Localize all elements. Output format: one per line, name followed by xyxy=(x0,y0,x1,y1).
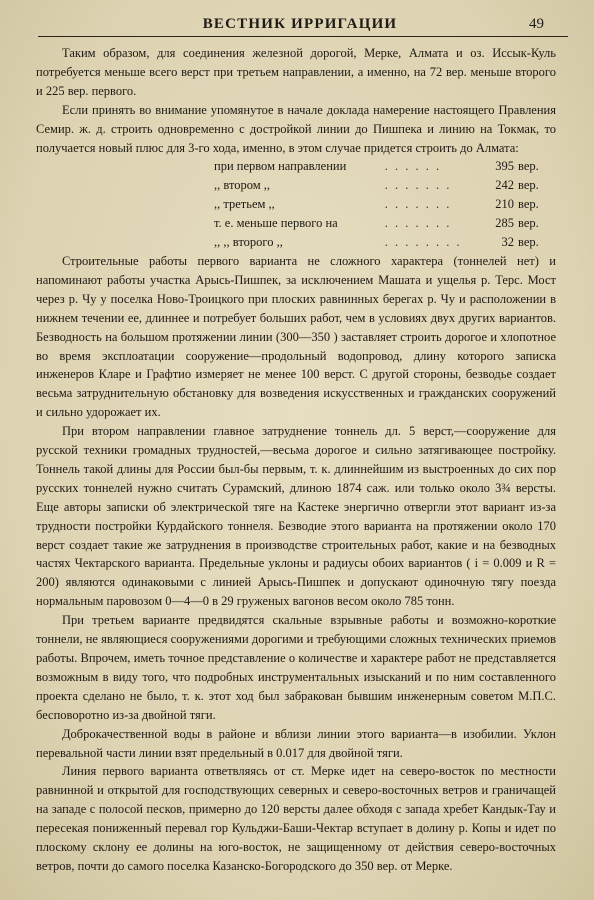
distance-row xyxy=(214,157,554,176)
paragraph-3: Строительные работы первого варианта не сложного характера (тоннелей нет) и напоминают работы участка Арысь-Пишпек, за исключением Машата и ущелья р. Терс. Мост через р. Чу у поселка Ново-Троицкого при плоских равнинных берегах р. Чу и расположении в нижнем течении ее, длиннее и потребует больших работ, чем в условиях двух других вариантов. Безводность на большом протяжении линии (300—350 ) заставляет строить дорогое и хлопотное во время эксплоатации сооружение—продольный водопровод, длину которого записка инженеров Кларе и Графтио измеряет не менее 100 верст. С другой стороны, безводье создает весьма затруднительную обстановку для возведения искусственных и гражданских сооружений и сильно удорожает их. xyxy=(36,253,556,420)
distance-unit: вер. xyxy=(518,159,539,174)
distance-table xyxy=(214,157,554,252)
distance-value: 242 xyxy=(495,178,514,193)
distance-label: ,, втором ,, xyxy=(214,178,271,193)
distance-row xyxy=(214,233,554,252)
paragraph-6: Доброкачественной воды в районе и вблизи линии этого варианта—в изобилии. Уклон перевальной части линии взят предельный в 0.017 для двойной тяги. xyxy=(36,726,556,760)
distance-unit: вер. xyxy=(518,235,539,250)
dot-leader: . . . . . . . xyxy=(384,178,452,193)
distance-unit: вер. xyxy=(518,197,539,212)
dot-leader: . . . . . . xyxy=(384,159,442,174)
page-number: 49 xyxy=(529,16,544,32)
dot-leader: . . . . . . . . xyxy=(384,235,462,250)
distance-value: 285 xyxy=(495,216,514,231)
distance-label: ,, третьем ,, xyxy=(214,197,275,212)
paragraph-7: Линия первого варианта ответвляясь от ст. Мерке идет на северо-восток по местности равнинной и открытой для господствующих северных и северо-восточных ветров и граничащей на западе с полосой песков, примерно до 120 версты далее обходя с запада хребет Кандык-Тау и пересекая пониженный перевал гор Кульджи-Баши-Чектар вступает в долину р. Копы и идет по плоскому склону ее долины на юго-восток, не защищенному от действия северо-восточных ветров, почти до самого поселка Казанско-Богородского до 350 вер. от Мерке. xyxy=(36,764,556,873)
running-header xyxy=(0,10,594,36)
distance-unit: вер. xyxy=(518,216,539,231)
distance-row xyxy=(214,195,554,214)
paragraph-1: Таким образом, для соединения железной дорогой, Мерке, Алмата и оз. Иссык-Куль потребуется меньше всего верст при третьем направлении, а именно, на 72 вер. меньше второго и 225 вер. первого. xyxy=(36,46,556,98)
paragraph-5: При третьем варианте предвидятся скальные взрывные работы и возможно-короткие тоннели, не являющиеся сооружениями дорогими и требующими сложных технических приемов работы. Впрочем, иметь точное представление о количестве и характере работ не представляется возможным в виду того, что подробных инструментальных изысканий и по ним составленного проекта сделано не было, т. к. этот ход был забракован бывшим инженерным советом М.П.С. бесповоротно из-за двойной тяги. xyxy=(36,613,556,722)
body-text xyxy=(36,44,556,876)
distance-unit: вер. xyxy=(518,178,539,193)
dot-leader: . . . . . . . xyxy=(384,216,452,231)
distance-row xyxy=(214,176,554,195)
distance-value: 395 xyxy=(495,159,514,174)
paragraph-2: Если принять во внимание упомянутое в начале доклада намерение настоящего Правления Семир. ж. д. строить одновременно с достройкой линии до Пишпека и линию на Токмак, то получается новый плюс для 3-го хода, именно, в этом случае придется строить до Алмата: xyxy=(36,102,556,155)
distance-label: при первом направлении xyxy=(214,159,347,174)
distance-value: 32 xyxy=(501,235,514,250)
paragraph-4: При втором направлении главное затруднение тоннель дл. 5 верст,—сооружение для русской техники громадных трудностей,—весьма дорогое и сильно затягивающее постройку. Тоннель такой длины для России был-бы первым, т. к. длиннейшим из выстроенных до сих пор русских тоннелей нужно считать Сурамский, длиною 1874 саж. или только около 3¾ версты. Еще авторы записки об электрической тяге на Кастеке энергично отвергли этот вариант из-за трудности постройки Курдайского тоннеля. Безводие этого варианта на протяжении около 170 верст создает такие же затруднения в производстве строительных работ, какие и на безводных частях Чектарского варианта. Предельные уклоны и радиусы обоих вариантов ( i = 0.009 и R = 200) являются одинаковыми с линией Арысь-Пишпек и допускают одиночную тягу поезда нормальным паровозом 0—4—0 в 29 груженых вагонов весом около 785 тонн. xyxy=(36,424,556,609)
distance-row xyxy=(214,214,554,233)
distance-label: ,, ,, второго ,, xyxy=(214,235,283,250)
journal-title: ВЕСТНИК ИРРИГАЦИИ xyxy=(202,16,398,32)
distance-label: т. е. меньше первого на xyxy=(214,216,338,231)
distance-value: 210 xyxy=(495,197,514,212)
header-rule xyxy=(38,36,568,37)
dot-leader: . . . . . . . xyxy=(384,197,452,212)
